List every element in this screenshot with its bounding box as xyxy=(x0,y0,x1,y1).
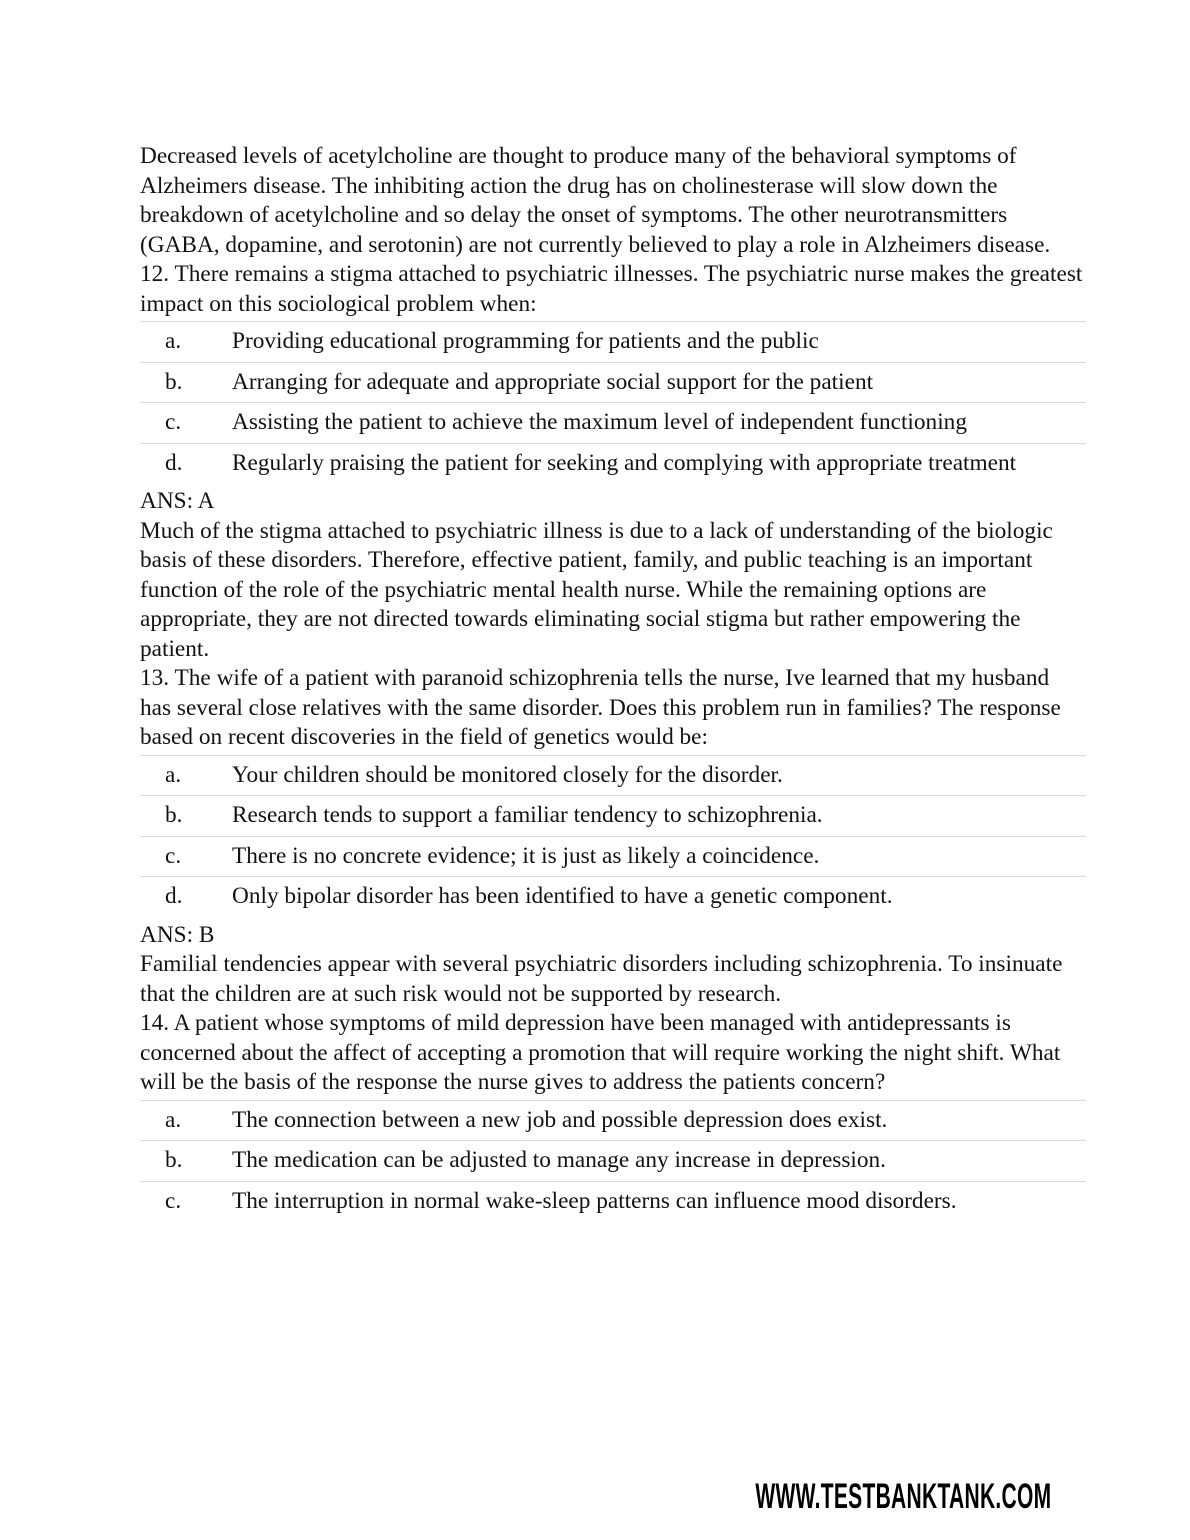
option-letter: c. xyxy=(165,409,182,435)
option-text: Assisting the patient to achieve the maximum level of independent functioning xyxy=(232,409,967,435)
option-row-13d xyxy=(140,876,1086,917)
question-12-stem xyxy=(140,260,1086,319)
option-row-12c xyxy=(140,402,1086,443)
option-row-12a xyxy=(140,321,1086,362)
option-text: The medication can be adjusted to manage any increase in depression. xyxy=(232,1147,887,1173)
rationale-paragraph-q12: Much of the stigma attached to psychiatric illness is due to a lack of understanding of the biologic basis of these disorders. Therefore, effective patient, family, and public teaching is an important function of the role of the psychiatric mental health nurse. While the remaining options are appropriate, they are not directed towards eliminating social stigma but rather empowering the patient. xyxy=(140,517,1053,662)
option-text: Providing educational programming for patients and the public xyxy=(232,328,819,354)
question-13-number: 13. xyxy=(140,665,170,691)
option-letter: a. xyxy=(165,761,182,788)
option-letter: b. xyxy=(165,368,183,395)
option-row-14b xyxy=(140,1140,1086,1181)
option-text: Only bipolar disorder has been identified to have a genetic component. xyxy=(232,883,893,909)
option-text: Arranging for adequate and appropriate social support for the patient xyxy=(232,368,874,395)
option-row-14c xyxy=(140,1181,1086,1222)
question-14-stem xyxy=(140,1009,1086,1098)
option-letter: c. xyxy=(165,1187,182,1214)
option-row-13a xyxy=(140,755,1086,796)
option-text: Regularly praising the patient for seeking and complying with appropriate treatment xyxy=(232,449,1017,476)
answer-line-q13: ANS: B xyxy=(140,921,215,948)
option-row-13c xyxy=(140,836,1086,877)
question-12-text: There remains a stigma attached to psychiatric illnesses. The psychiatric nurse makes the greatest impact on this sociological problem when: xyxy=(140,261,1083,317)
option-row-13b xyxy=(140,795,1086,836)
option-text: The connection between a new job and possible depression does exist. xyxy=(232,1106,888,1133)
question-14-text: A patient whose symptoms of mild depression have been managed with antidepressants is concerned about the affect of accepting a promotion that will require working the night shift. What will be the basis of the response the nurse gives to address the patients concern? xyxy=(140,1010,1061,1095)
option-text: The interruption in normal wake-sleep patterns can influence mood disorders. xyxy=(232,1187,957,1214)
option-letter: b. xyxy=(165,1147,183,1173)
footer-watermark: WWW.TESTBANKTANK.COM xyxy=(754,1477,1051,1516)
question-12-options xyxy=(140,321,1086,483)
page-content xyxy=(140,142,1086,1225)
option-letter: d. xyxy=(165,883,183,909)
option-text: Research tends to support a familiar tendency to schizophrenia. xyxy=(232,802,823,828)
option-letter: a. xyxy=(165,328,182,354)
question-13-options xyxy=(140,755,1086,917)
option-text: There is no concrete evidence; it is just as likely a coincidence. xyxy=(232,842,820,869)
option-letter: a. xyxy=(165,1106,182,1133)
question-14-options xyxy=(140,1100,1086,1222)
option-row-14a xyxy=(140,1100,1086,1141)
rationale-paragraph-q11: Decreased levels of acetylcholine are thought to produce many of the behavioral symptoms of Alzheimers disease. The inhibiting action the drug has on cholinesterase will slow down the breakdown of acetylcholine and so delay the onset of symptoms. The other neurotransmitters (GABA, dopamine, and serotonin) are not currently believed to play a role in Alzheimers disease. xyxy=(140,143,1051,258)
option-letter: b. xyxy=(165,802,183,828)
answer-line-q12: ANS: A xyxy=(140,488,215,514)
rationale-paragraph-q13: Familial tendencies appear with several psychiatric disorders including schizophrenia. To insinuate that the children are at such risk would not be supported by research. xyxy=(140,951,1063,1007)
option-row-12b xyxy=(140,362,1086,403)
question-12-number: 12. xyxy=(140,261,170,287)
question-14-number: 14. xyxy=(140,1010,170,1036)
option-row-12d xyxy=(140,443,1086,484)
option-text: Your children should be monitored closely for the disorder. xyxy=(232,761,783,788)
option-letter: d. xyxy=(165,449,183,476)
question-13-stem xyxy=(140,664,1086,753)
option-letter: c. xyxy=(165,842,182,869)
question-13-text: The wife of a patient with paranoid schizophrenia tells the nurse, Ive learned that my husband has several close relatives with the same disorder. Does this problem run in families? The response based on recent discoveries in the field of genetics would be: xyxy=(140,665,1061,750)
